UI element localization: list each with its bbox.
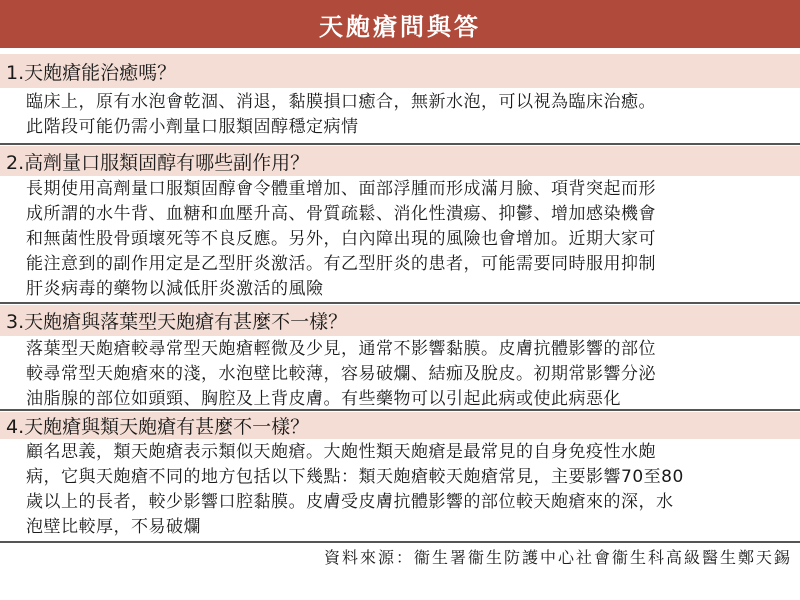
answer-2-line: 和無菌性股骨頭壞死等不良反應。另外，白內障出現的風險也會增加。近期大家可 [26,229,656,249]
answer-1 [0,90,800,142]
question-2-text: 2.高劑量口服類固醇有哪些副作用？ [6,151,310,174]
answer-4 [0,440,800,541]
answer-1-line: 臨床上，原有水泡會乾涸、消退，黏膜損口癒合，無新水泡，可以視為臨床治癒。 [26,92,656,112]
answer-2-line: 長期使用高劑量口服類固醇會令體重增加、面部浮腫而形成滿月臉、項背突起而形 [26,179,656,199]
answer-4-line: 顧名思義，類天皰瘡表示類似天皰瘡。大皰性類天皰瘡是最常見的自身免疫性水皰 [26,442,656,462]
question-1-text: 1.天皰瘡能治癒嗎？ [6,61,177,84]
answer-3-line: 落葉型天皰瘡較尋常型天皰瘡輕微及少見，通常不影響黏膜。皮膚抗體影響的部位 [26,339,656,359]
question-4 [0,412,800,439]
question-3 [0,305,800,336]
answer-3-line: 油脂腺的部位如頭頸、胸腔及上背皮膚。有些藥物可以引起此病或使此病惡化 [26,389,621,409]
answer-3 [0,337,800,413]
answer-4-line: 病，它與天皰瘡不同的地方包括以下幾點：類天皰瘡較天皰瘡常見，主要影響70至80 [26,467,684,487]
title-bar [0,0,800,48]
divider [0,409,800,411]
answer-2-line: 肝炎病毒的藥物以減低肝炎激活的風險 [26,279,324,299]
answer-2 [0,177,800,303]
answer-4-line: 歲以上的長者，較少影響口腔黏膜。皮膚受皮膚抗體影響的部位較天皰瘡來的深，水 [26,492,674,512]
divider [0,541,800,543]
divider [0,302,800,304]
answer-2-line: 能注意到的副作用定是乙型肝炎激活。有乙型肝炎的患者，可能需要同時服用抑制 [26,254,656,274]
source-credit: 資料來源：衞生署衞生防護中心社會衞生科高級醫生鄭天錫 [323,548,792,567]
question-1 [0,54,800,88]
divider [0,143,800,145]
page-title: 天皰瘡問與答 [319,12,481,41]
answer-1-line: 此階段可能仍需小劑量口服類固醇穩定病情 [26,117,359,137]
answer-2-line: 成所謂的水牛背、血糖和血壓升高、骨質疏鬆、消化性潰瘍、抑鬱、增加感染機會 [26,204,656,224]
answer-3-line: 較尋常型天皰瘡來的淺，水泡壁比較薄，容易破爛、結痂及脫皮。初期常影響分泌 [26,364,656,384]
question-2 [0,146,800,176]
answer-4-line: 泡壁比較厚，不易破爛 [26,517,201,537]
question-3-text: 3.天皰瘡與落葉型天皰瘡有甚麼不一樣？ [6,311,348,333]
question-4-text: 4.天皰瘡與類天皰瘡有甚麼不一樣？ [6,416,310,438]
